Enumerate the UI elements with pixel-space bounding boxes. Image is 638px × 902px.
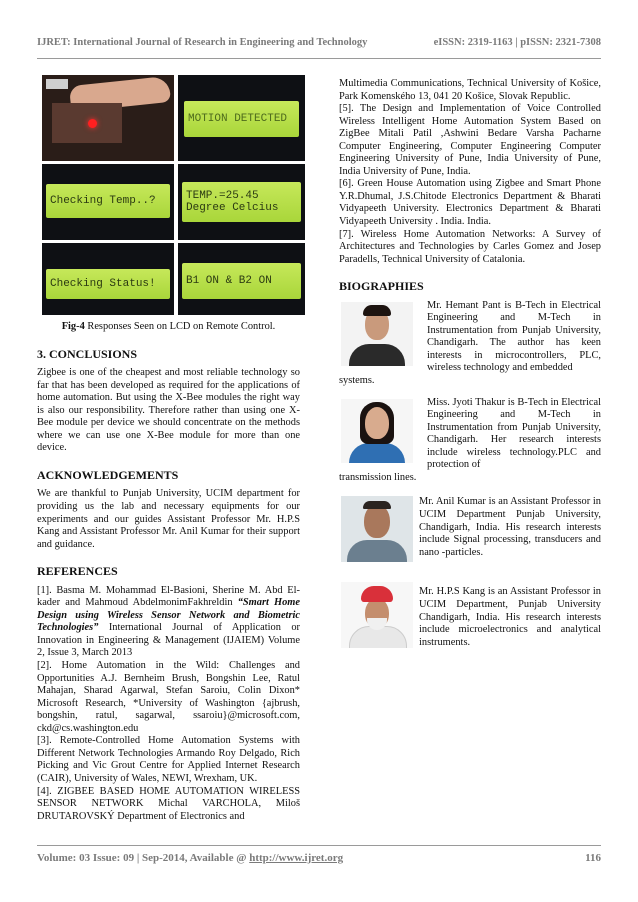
bio-anil-kumar	[339, 496, 601, 562]
references-heading: REFERENCES	[37, 564, 118, 579]
conclusions-heading: 3. CONCLUSIONS	[37, 346, 138, 361]
lcd-motion	[178, 75, 305, 161]
footer-url-link[interactable]: http://www.ijret.org	[249, 852, 344, 864]
bio-jyoti-thakur-tail: transmission lines.	[339, 471, 417, 483]
acknowledgements-paragraph: We are thankful to Punjab University, UCIM department for providing us the lab and necessary equipments for our experiments and our guides Assistant Professor Mr. H.P.S Kang and Assistant Professor Mr. Anil Kumar for their support and guidance.	[37, 488, 300, 550]
header-rule	[37, 58, 601, 59]
lcd-motion-text: MOTION DETECTED	[184, 101, 299, 137]
lcd-button-status	[178, 243, 305, 315]
bio-hemant-pant-text: Mr. Hemant Pant is B-Tech in Electrical Engineering and M-Tech in Instrumentation from Punjab University, Chandigarh. The author has keen interests in microcontrollers, PLC, wireless technology and embedded	[427, 299, 601, 374]
reference-1: [1]. Basma M. Mohammad El-Basioni, Sherine M. Abd El-kader and Mahmoud AbdelmonimFakhreldin “Smart Home Design using Wireless Sensor Network and Biometric Technologies” International Journal of Application or Innovation in Engineering & Management (IJAIEM) Volume 2, Issue 3, March 2013	[37, 584, 300, 659]
figure-label: Fig-4	[61, 321, 85, 332]
lcd-checking-temp-text: Checking Temp..?	[46, 184, 170, 218]
photo-anil-kumar	[341, 496, 413, 562]
acknowledgements-heading: ACKNOWLEDGEMENTS	[37, 467, 179, 482]
footer-rule	[37, 845, 601, 846]
bio-hemant-pant-tail: systems.	[339, 375, 375, 387]
hand-device-photo	[42, 75, 174, 161]
running-header	[37, 37, 601, 48]
lcd-temperature	[178, 164, 305, 240]
biographies-heading: BIOGRAPHIES	[339, 279, 424, 294]
figure-caption	[37, 321, 300, 334]
photo-hemant-pant	[341, 302, 413, 366]
left-column	[37, 75, 300, 823]
photo-jyoti-thakur	[341, 399, 413, 463]
lcd-checking-status-text: Checking Status!	[46, 269, 170, 299]
lcd-checking-status	[42, 243, 174, 315]
bio-hps-kang-text: Mr. H.P.S Kang is an Assistant Professor in UCIM Department, Punjab University Chandigarh, India. His research interests include microelectronics and analytical instruments.	[419, 586, 601, 648]
reference-2: [2]. Home Automation in the Wild: Challenges and Opportunities A.J. Bernheim Brush, Bongshin Lee, Ratul Mahajan, Sharad Agarwal, Stefan Saroiu, Colin Dixon* Microsoft Research, *University of Washington {ajbrush, bongshin, ratul, sagarwal, ssaroiu}@microsoft.com, ckd@cs.washington.edu	[37, 660, 300, 734]
photo-hps-kang	[341, 582, 413, 648]
reference-3: [3]. Remote-Controlled Home Automation Systems with Different Network Technologies Armando Roy Delgado, Rich Picking and Vic Grout Centre for Applied Internet Research (CAIR), University of Wales, NEWI, Wrexham, UK.	[37, 735, 300, 784]
page-number: 116	[585, 852, 601, 864]
reference-6: [6]. Green House Automation using Zigbee and Smart Phone Y.R.Dhumal, J.S.Chitode Electronics Department & Bharati Vidyapeeth University. Electronics Department & Bharati Vidyapeeth University . India. India.	[339, 178, 601, 228]
figure-caption-text: Responses Seen on LCD on Remote Control.	[84, 321, 276, 332]
lcd-temp-line2: Degree Celcius	[186, 202, 279, 214]
conclusions-paragraph: Zigbee is one of the cheapest and most reliable technology so far that has been developed as required for the applications of home automation. But using the X-Bee modules the right way is also our responsibility. Therefore rather than using one X-Bee module per device we should concentrate on the methods where we can use one X-Bee module for more than one device.	[37, 367, 300, 454]
lcd-button-status-text: B1 ON & B2 ON	[182, 263, 301, 299]
figure-lcd-responses	[42, 75, 305, 315]
bio-jyoti-thakur	[339, 397, 601, 485]
reference-5: [5]. The Design and Implementation of Voice Controlled Wireless Intelligent Home Automation System Based on ZigBee Mitali Patil ,Ashwini Bedare Varsha Pacharne Computer Engineering, Computer Engineering Computer Engineering University of Pune, India University of Pune, India University of Pune, India.	[339, 103, 601, 177]
reference-7: [7]. Wireless Home Automation Networks: A Survey of Architectures and Technologies by Carles Gomez and Josep Paradells, Technical University of Catalonia.	[339, 228, 601, 265]
journal-name: IJRET: International Journal of Research in Engineering and Technology	[37, 37, 368, 48]
bio-jyoti-thakur-text: Miss. Jyoti Thakur is B-Tech in Electrical Engineering and M-Tech in Instrumentation from Punjab University, Chandigarh. Her research interests include wireless technology.PLC and protection of	[427, 396, 601, 471]
reference-4-continued: Multimedia Communications, Technical University of Košice, Park Komenského 13, 041 20 Košice, Slovak Republic.	[339, 78, 601, 102]
reference-1-title: “Smart Home Design using Wireless Sensor Network and Biometric Technologies”	[37, 597, 300, 634]
reference-4: [4]. ZIGBEE BASED HOME AUTOMATION WIRELESS SENSOR NETWORK Michal VARCHOLA, Miloš DRUTAROVSKÝ Department of Electronics and	[37, 785, 300, 822]
right-column	[339, 78, 601, 649]
bio-hps-kang	[339, 582, 601, 649]
bio-anil-kumar-text: Mr. Anil Kumar is an Assistant Professor in UCIM Department Punjab University, Chandigarh, India. His research interests include Signal processing, transducers and nano -particles.	[419, 496, 601, 558]
issn-numbers: eISSN: 2319-1163 | pISSN: 2321-7308	[433, 37, 601, 48]
bio-hemant-pant	[339, 300, 601, 388]
footer-volume: Volume: 03 Issue: 09 | Sep-2014, Available @	[37, 852, 250, 864]
lcd-checking-temp	[42, 164, 174, 240]
running-footer	[37, 852, 601, 864]
lcd-temp-line1: TEMP.=25.45	[186, 190, 259, 202]
